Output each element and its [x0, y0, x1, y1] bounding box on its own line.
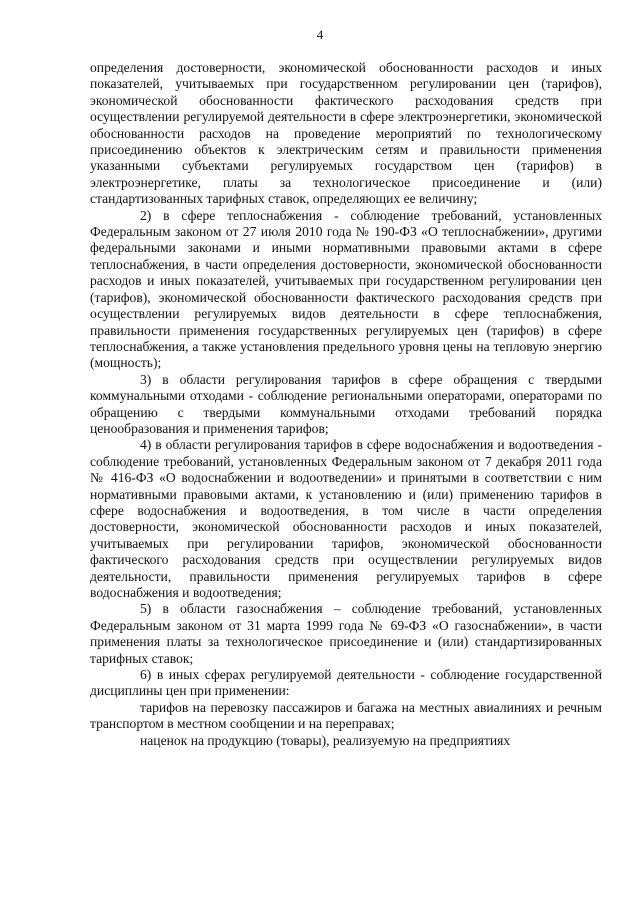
paragraph-tariffs-transport: тарифов на перевозку пассажиров и багажа на местных авиалиниях и речным транспортом в местном сообщении и на переправах; — [90, 699, 602, 732]
document-body — [90, 60, 602, 749]
paragraph-item-4-water-supply: 4) в области регулирования тарифов в сфере водоснабжения и водоотведения - соблюдение требований, установленных Федеральным законом от 7 декабря 2011 года № 416-ФЗ «О водоснабжении и водоотведении» и принятыми в соответствии с ним нормативными правовыми актами, к установлению и (или) применению тарифов в сфере водоснабжения и водоотведения, в том числе в части определения достоверности, экономической обоснованности расходов и иных показателей, учитываемых при регулировании тарифов, экономической обоснованности фактического расходования средств при осуществлении регулируемых видов деятельности, правильности применения регулируемых тарифов в сфере водоснабжения и водоотведения; — [90, 437, 602, 600]
paragraph-continuation: определения достоверности, экономической обоснованности расходов и иных показателей, учитываемых при государственном регулировании цен (тарифов), экономической обоснованности фактического расходования средств при осуществлении регулируемой деятельности в сфере электроэнергетики, экономической обоснованности расходов на проведение мероприятий по технологическому присоединению объектов к электрическим сетям и правильности применения указанными субъектами регулируемых государством цен (тарифов) в электроэнергетике, платы за технологическое присоединение и (или) стандартизованных тарифных ставок, определяющих ее величину; — [90, 60, 602, 207]
paragraph-item-5-gas-supply: 5) в области газоснабжения – соблюдение требований, установленных Федеральным законом от 31 марта 1999 года № 69-ФЗ «О газоснабжении», в части применения платы за технологическое присоединение и (или) стандартизированных тарифных ставок; — [90, 601, 602, 666]
page-number: 4 — [316, 27, 324, 42]
paragraph-item-2-heat-supply: 2) в сфере теплоснабжения - соблюдение требований, установленных Федеральным законом от 27 июля 2010 года № 190-ФЗ «О теплоснабжении», другими федеральными законами и иными нормативными правовыми актами в сфере теплоснабжения, в части определения достоверности, экономической обоснованности расходов и иных показателей, учитываемых при государственном регулировании цен (тарифов), экономической обоснованности фактического расходования средств при осуществлении регулируемых видов деятельности в сфере теплоснабжения, правильности применения государственных регулируемых цен (тарифов) в сфере теплоснабжения, а также установления предельного уровня цены на тепловую энергию (мощность); — [90, 207, 602, 371]
paragraph-markups-products: наценок на продукцию (товары), реализуемую на предприятиях — [140, 732, 511, 748]
paragraph-item-3-solid-waste: 3) в области регулирования тарифов в сфере обращения с твердыми коммунальными отходами - соблюдение региональными операторами, операторами по обращению с твердыми коммунальными отходами требований порядка ценообразования и применения тарифов; — [90, 371, 602, 436]
paragraph-item-6-other-spheres: 6) в иных сферах регулируемой деятельности - соблюдение государственной дисциплины цен при применении: — [90, 667, 602, 699]
